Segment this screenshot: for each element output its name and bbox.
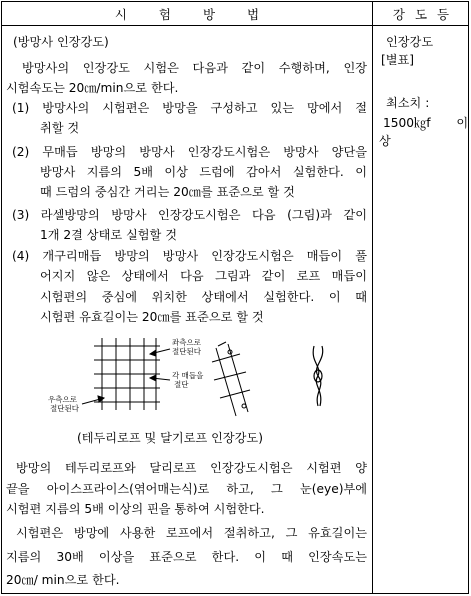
- figure-caption: (테두리로프 및 달기로프 인장강도): [77, 431, 263, 445]
- item-3-line-1: (3) 라셀방망의 방망사 인장강도시험은 다음 (그림)과 같이: [12, 208, 367, 222]
- para2-line-3: 20㎝/ min으로 한다.: [6, 573, 120, 587]
- column-divider: [372, 2, 373, 593]
- item-1-line-1: (1) 방망사의 시험편은 방망을 구성하고 있는 망에서 절: [12, 101, 367, 115]
- item-4-line-4: 시험편 유효길이는 20㎝를 표준으로 할 것: [40, 310, 264, 324]
- para2-line-2: 지름의 30배 이상을 표준으로 한다. 이 때 인장속도는: [6, 550, 367, 564]
- net-grid-diagram: [94, 338, 160, 410]
- label-cut-each-1: 각 매듭을: [172, 371, 204, 380]
- label-cut-right-2: 절단된다: [50, 404, 79, 413]
- right-title: 인장강도: [386, 35, 434, 49]
- right-attachment: [별표]: [381, 53, 415, 67]
- header-test-method: 시 험 방 법: [114, 7, 260, 22]
- label-cut-each-2: 절단: [174, 380, 189, 389]
- item-2-line-1: (2) 무매듭 방망의 방망사 인장강도시험은 방망사 양단을: [12, 145, 367, 159]
- header-strength: 강 도 등: [392, 7, 450, 22]
- header-divider: [2, 25, 468, 26]
- right-min-tail: 상: [379, 134, 391, 148]
- item-4-line-2: 어지지 않은 상태에서 다음 그림과 같이 로프 매듭이: [40, 269, 367, 283]
- rope-knot-diagram: [313, 346, 323, 406]
- test-figure: [42, 332, 362, 422]
- item-1-line-2: 취할 것: [40, 121, 80, 135]
- intro-line-2: 시험속도는 20㎝/min으로 한다.: [6, 81, 179, 95]
- para2-line-1: 시험편은 방망에 사용한 로프에서 절취하고, 그 유효길이는: [16, 526, 367, 540]
- intro-line-1: 방망사의 인장강도 시험은 다음과 같이 수행하며, 인장: [22, 61, 367, 75]
- section-title: (방망사 인장강도): [13, 35, 109, 49]
- right-min-label: 최소치 :: [386, 96, 430, 110]
- item-2-line-2: 방망사 지름의 5배 이상 드럼에 감아서 실험한다. 이: [40, 165, 367, 179]
- label-cut-left-2: 절단된다: [172, 347, 201, 356]
- right-min-value: 1500㎏f 이: [383, 116, 469, 130]
- knotted-net-diagram: [212, 342, 250, 416]
- item-4-line-1: (4) 개구리매듭 방망의 방망사 인장강도시험은 매듭이 풀: [12, 249, 367, 263]
- item-2-line-3: 때 드럼의 중심간 거리는 20㎝를 표준으로 할 것: [40, 185, 295, 199]
- item-4-line-3: 시험편의 중심에 위치한 상태에서 실험한다. 이 때: [40, 290, 367, 304]
- label-cut-left-1: 좌측으로: [172, 338, 201, 347]
- item-3-line-2: 1개 2결 상태로 실험할 것: [40, 228, 177, 242]
- cut-arrows: [82, 349, 170, 404]
- para1-line-2: 끝을 아이스프라이스(엮어매는식)로 하고, 그 눈(eye)부에: [6, 482, 367, 496]
- para1-line-3: 시험편 지름의 5배 이상의 핀을 통하여 시험한다.: [6, 502, 265, 516]
- standards-table: [1, 1, 469, 594]
- para1-line-1: 방망의 테두리로프와 달리로프 인장강도시험은 시험편 양: [16, 461, 367, 475]
- label-cut-right-1: 우측으로: [48, 395, 77, 404]
